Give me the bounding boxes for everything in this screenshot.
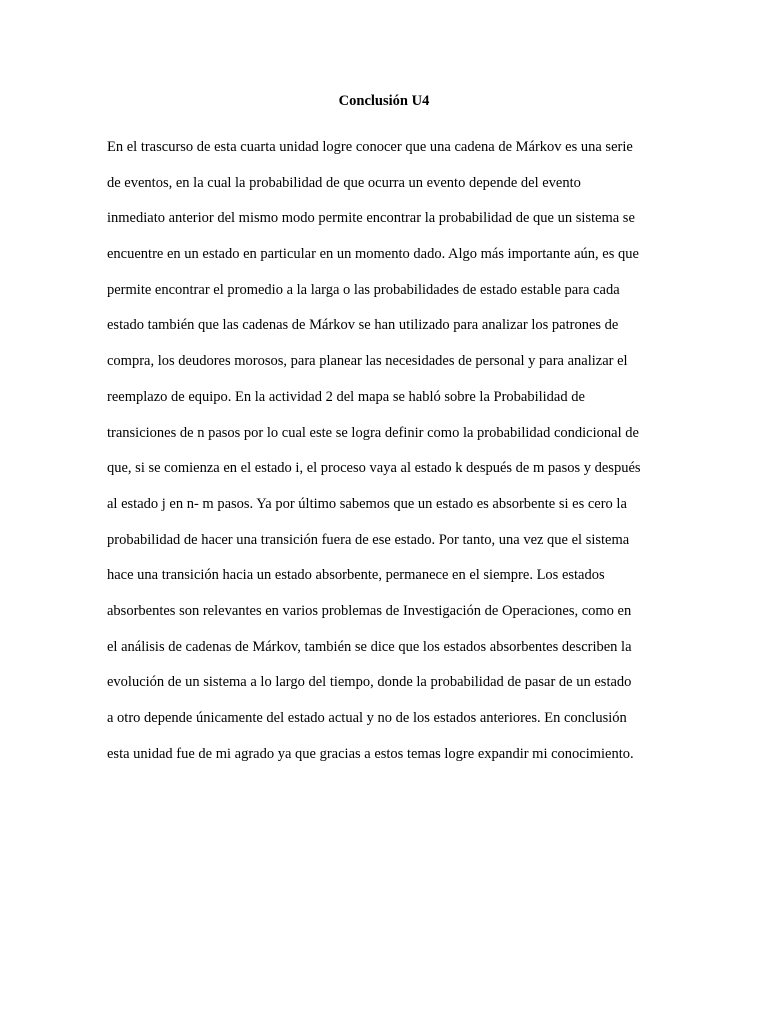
body-line: permite encontrar el promedio a la larga o las probabilidades de estado estable para cada: [107, 281, 620, 298]
body-line: esta unidad fue de mi agrado ya que gracias a estos temas logre expandir mi conocimiento.: [107, 745, 634, 762]
body-line: inmediato anterior del mismo modo permite encontrar la probabilidad de que un sistema se: [107, 210, 635, 227]
body-line: al estado j en n- m pasos. Ya por último sabemos que un estado es absorbente si es cero la: [107, 495, 627, 512]
body-line: estado también que las cadenas de Márkov se han utilizado para analizar los patrones de: [107, 317, 619, 334]
body-line: reemplazo de equipo. En la actividad 2 del mapa se habló sobre la Probabilidad de: [107, 388, 585, 405]
body-line: el análisis de cadenas de Márkov, también se dice que los estados absorbentes describen la: [107, 638, 632, 655]
body-line: hace una transición hacia un estado absorbente, permanece en el siempre. Los estados: [107, 567, 605, 584]
body-line: a otro depende únicamente del estado actual y no de los estados anteriores. En conclusión: [107, 710, 627, 726]
document-body: [107, 138, 707, 780]
body-line: que, si se comienza en el estado i, el proceso vaya al estado k después de m pasos y después: [107, 460, 641, 477]
body-line: En el trascurso de esta cuarta unidad logre conocer que una cadena de Márkov es una serie: [107, 139, 633, 155]
document-title: Conclusión U4: [338, 93, 430, 109]
body-line: transiciones de n pasos por lo cual este se logra definir como la probabilidad condicional de: [107, 424, 639, 441]
body-line: encuentre en un estado en particular en un momento dado. Algo más importante aún, es que: [107, 246, 639, 263]
body-line: evolución de un sistema a lo largo del tiempo, donde la probabilidad de pasar de un estado: [107, 674, 632, 691]
body-line: de eventos, en la cual la probabilidad de que ocurra un evento depende del evento: [107, 174, 581, 191]
body-line: probabilidad de hacer una transición fuera de ese estado. Por tanto, una vez que el sistema: [107, 531, 630, 548]
body-line: absorbentes son relevantes en varios problemas de Investigación de Operaciones, como en: [107, 602, 632, 619]
body-line: compra, los deudores morosos, para planear las necesidades de personal y para analizar el: [107, 353, 628, 370]
